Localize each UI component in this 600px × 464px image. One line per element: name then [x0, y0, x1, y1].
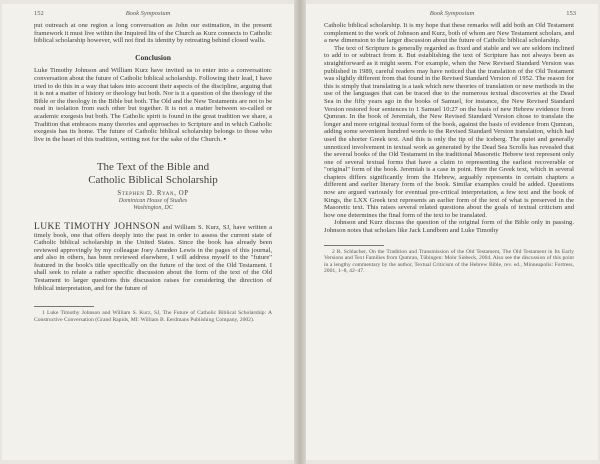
right-footnote-rule	[324, 245, 384, 246]
article-author: Stephen D. Ryan, OP	[117, 190, 189, 198]
right-running-title: Book Symposium	[429, 10, 475, 17]
article-lead-words: LUKE TIMOTHY JOHNSON	[34, 221, 161, 232]
right-footnote-text: 2 R. Schlacher, On the Tradition and Transmission of the Old Testament, The Old Testament in Its Early Versions and Text Families from Qumran, Tübingen: Mohr Siebeck, 2004. Also see the discussion of this point in a lengthy commentary by the author, Textual Criticism of the Hebrew Bible, rev. ed., Minneapolis: Fortress, 2001, 1–8, 42–47.	[324, 248, 574, 275]
article-title-line-2: Catholic Biblical Scholarship	[88, 174, 218, 187]
left-running-head	[12, 10, 284, 22]
article-title-line-1: The Text of the Bible and	[96, 161, 210, 174]
right-paragraph-1: Catholic biblical scholarship. It is my hope that these remarks will add both an Old Testament complement to the work of Johnson and Kurz, both of whom are New Testament scholars, and a new dimension to the larger discussion about the future of Catholic biblical scholarship.	[324, 22, 574, 45]
right-page	[306, 4, 598, 460]
conclusion-paragraph	[34, 67, 272, 143]
author-affiliation-1: Dominican House of Studies	[118, 197, 188, 204]
right-page-number: 153	[566, 10, 576, 17]
left-running-title: Book Symposium	[125, 10, 171, 17]
right-running-head	[316, 10, 588, 22]
article-opening-text: and William S. Kurz, SJ, have written a timely book, one that offers deeply into the past in order to assess the current state of Catholic biblical scholarship in the United States. Since the book has already been reviewed approvingly by my colleague Joey Amedeo Lewis in the pages of this journal, and also in others, has been reviewed elsewhere, I will address myself to the "future" featured in the book's title specifically on the future of the text of the Old Testament. I shall seek to relate a rather specific discussion about the form of the text of the Old Testament to larger questions this discussion raises for considering the direction of biblical interpretation, and for the future of	[34, 223, 272, 292]
article-title	[34, 161, 272, 187]
right-footnote	[324, 249, 574, 275]
end-of-article-mark: ▪	[223, 134, 227, 143]
footnote-rule	[34, 306, 94, 307]
opening-paragraph: put outreach at one region a long conversation as John our estimation, in the present framework it must live within the Inquired lits of the Church as Kurz connects to Catholic biblical scholarship however, will not find its identity by retreating behind closed walls.	[34, 22, 272, 45]
conclusion-text: Luke Timothy Johnson and William Kurz have invited us to enter into a conversation: conversation about the future of Catholic biblical scholarship. Following their lead, I have tried to do this in a way that takes into account their aspects of the discipline, arguing that it is not a matter of history or theology but both. Nor is it a question of the theology of the Bible or the theology in the Bible but both. The Old and the New Testaments are not to be read in isolation from each other but together. It is not a matter between so-called or academic exegesis but both. The Catholic spirit is found in the great tradition we share, a Tradition that embraces many theories and approaches to Scripture and in which Catholic exegesis has its home. The future of Catholic biblical scholarship belongs to those who live in the heart of this tradition, writing not for the sake of the Church.	[34, 67, 272, 143]
right-paragraph-3: Johnson and Kurz discuss the question of the original form of the Bible only in passing. Johnson notes that scholars like Jack Lundbom and Luke Timothy	[324, 219, 574, 235]
article-opening-paragraph	[34, 221, 272, 292]
left-page-number: 152	[34, 10, 44, 17]
left-page	[2, 4, 294, 460]
left-footnote	[34, 310, 272, 323]
book-gutter	[294, 0, 306, 464]
left-footnote-text: 1 Luke Timothy Johnson and William S. Kurz, SJ, The Future of Catholic Biblical Scholarship: A Constructive Conversation (Grand Rapids, MI: William B. Eerdmans Publishing Company, 2002).	[34, 310, 272, 323]
right-paragraph-2: The text of Scripture is generally regarded as fixed and stable and we are seldom inclined to add to or subtract from it. But establishing the text of Scripture has not always been as straightforward as it might seem. For example, when the New Revised Standard Version was published in 1989, careful readers may have noticed that the translation of the Old Testament was slightly different from that found in the Revised Standard Version of 1952. The reason for this is simply that translating is a task which new theories of translation or new methods in the use of the languages that can be traced due to the numerous textual discoveries at the Dead Sea in the fifty years ago in the books of Samuel, for instance, the New Revised Standard Version restored four sentences to 1 Samuel 10:27 on the basis of new Hebrew evidence from Qumran. In the book of Jeremiah, the New Revised Standard Version chose to translate the longer and more original textual form of the book, against the basis of evidence from Qumran, adding some seventeen hundred words to the Revised Standard Version translation, which had used the shorter Greek text. And this is only the tip of the iceberg. The quiet and generally unnoticed involvement in textual work as generated by the Dead Sea Scrolls has revealed that the several books of the Old Testament in the traditional Masoretic Hebrew text represent only one of several textual forms that have a claim to representing the earliest recoverable or "original" form of the book. Jeremiah is a case in point. Here the Greek text, which in several chapters differs significantly from the Hebrew, arguably represents in certain chapters a different and earlier literary form of the book. Similar examples could be added. Questions now are argued variously for eventual pre-critical interpretation, a few text and the book of Kings, the LXX Greek text represents an earlier form of the text of what is preserved in the Masoretic text. This raises several related questions about the goals of textual criticism and how one determines the final form of the text to be translated.	[324, 44, 574, 219]
conclusion-heading: Conclusion	[135, 52, 171, 62]
left-page-body	[12, 22, 284, 323]
right-page-body	[316, 22, 588, 275]
author-affiliation-2: Washington, DC	[133, 204, 173, 211]
